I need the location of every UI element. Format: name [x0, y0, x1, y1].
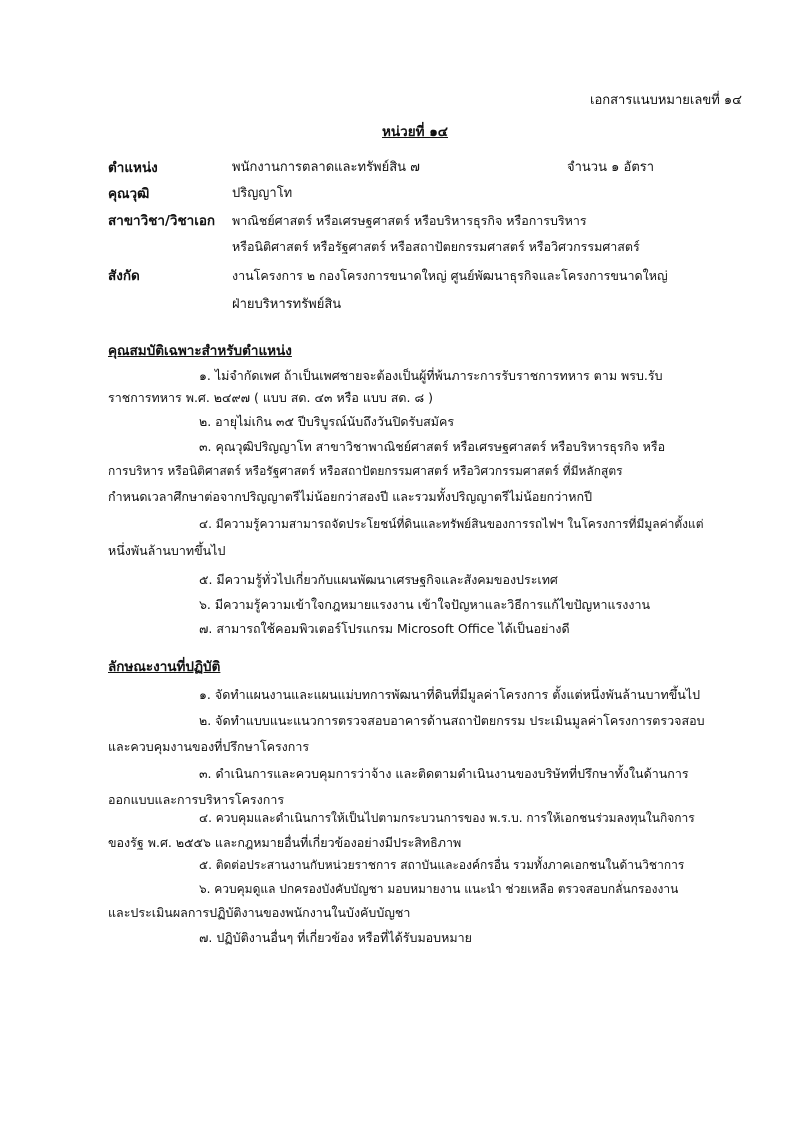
- document-reference: เอกสารแนบหมายเลขที่ ๑๔: [590, 93, 743, 108]
- duty-item: ๓. ดำเนินการและควบคุมการว่าจ้าง และติดตามดำเนินงานของบริษัทที่ปรึกษาทั้งในด้านการ: [199, 766, 689, 781]
- qualification-item: ๑. ไม่จำกัดเพศ ถ้าเป็นเพศชายจะต้องเป็นผู้ที่พ้นภาระการรับราชการทหาร ตาม พรบ.รับ: [199, 368, 663, 383]
- qualification-item: ๒. อายุไม่เกิน ๓๕ ปีบริบูรณ์นับถึงวันปิดรับสมัคร: [199, 414, 455, 429]
- duty-item-cont: และประเมินผลการปฏิบัติงานของพนักงานในบังคับบัญชา: [108, 905, 411, 920]
- affiliation-line-1: งานโครงการ ๒ กองโครงการขนาดใหญ่ ศูนย์พัฒนาธุรกิจและโครงการขนาดใหญ่: [232, 268, 668, 283]
- duty-item-cont: และควบคุมงานของที่ปรึกษาโครงการ: [108, 739, 310, 754]
- qualification-item-cont: ราชการทหาร พ.ศ. ๒๔๙๗ ( แบบ สด. ๔๓ หรือ แบบ สด. ๘ ): [108, 390, 433, 405]
- qualification-value: ปริญญาโท: [232, 186, 293, 201]
- qualification-label: คุณวุฒิ: [108, 186, 150, 202]
- duty-item: ๗. ปฏิบัติงานอื่นๆ ที่เกี่ยวข้อง หรือที่ได้รับมอบหมาย: [199, 930, 472, 945]
- qualification-section-heading: คุณสมบัติเฉพาะสำหรับตำแหน่ง: [108, 343, 292, 359]
- major-line-2: หรือนิติศาสตร์ หรือรัฐศาสตร์ หรือสถาปัตยกรรมศาสตร์ หรือวิศวกรรมศาสตร์: [232, 239, 640, 254]
- qualification-item-cont: หนึ่งพันล้านบาทขึ้นไป: [108, 543, 226, 558]
- qualification-item: ๓. คุณวุฒิปริญญาโท สาขาวิชาพาณิชย์ศาสตร์ หรือเศรษฐศาสตร์ หรือบริหารธุรกิจ หรือ: [199, 439, 666, 454]
- duty-item: ๖. ควบคุมดูแล ปกครองบังคับบัญชา มอบหมายงาน แนะนำ ช่วยเหลือ ตรวจสอบกลั่นกรองงาน: [199, 882, 679, 896]
- major-line-1: พาณิชย์ศาสตร์ หรือเศรษฐศาสตร์ หรือบริหารธุรกิจ หรือการบริหาร: [232, 213, 587, 228]
- duty-item: ๒. จัดทำแบบแนะแนวการตรวจสอบอาคารด้านสถาปัตยกรรม ประเมินมูลค่าโครงการตรวจสอบ: [199, 713, 705, 728]
- position-label: ตำแหน่ง: [108, 160, 158, 176]
- affiliation-label: สังกัด: [108, 268, 140, 284]
- qualification-item: ๗. สามารถใช้คอมพิวเตอร์โปรแกรม Microsoft Office ได้เป็นอย่างดี: [199, 621, 570, 636]
- quota-text: จำนวน ๑ อัตรา: [567, 160, 655, 175]
- duty-section-heading: ลักษณะงานที่ปฏิบัติ: [108, 659, 221, 675]
- qualification-item: ๕. มีความรู้ทั่วไปเกี่ยวกับแผนพัฒนาเศรษฐกิจและสังคมของประเทศ: [199, 572, 558, 587]
- qualification-item: ๔. มีความรู้ความสามารถจัดประโยชน์ที่ดินและทรัพย์สินของการรถไฟฯ ในโครงการที่มีมูลค่าตั้งแต่: [199, 517, 704, 531]
- qualification-item-cont: การบริหาร หรือนิติศาสตร์ หรือรัฐศาสตร์ หรือสถาปัตยกรรมศาสตร์ หรือวิศวกรรมศาสตร์ ที่มีหลักสูตร: [108, 464, 623, 478]
- affiliation-line-2: ฝ่ายบริหารทรัพย์สิน: [232, 297, 342, 312]
- unit-title: หน่วยที่ ๑๔: [382, 124, 449, 140]
- major-label: สาขาวิชา/วิชาเอก: [108, 213, 216, 229]
- duty-item-cont: ของรัฐ พ.ศ. ๒๕๕๖ และกฎหมายอื่นที่เกี่ยวข้องอย่างมีประสิทธิภาพ: [108, 835, 462, 850]
- duty-item: ๕. ติดต่อประสานงานกับหน่วยราชการ สถาบันและองค์กรอื่น รวมทั้งภาคเอกชนในด้านวิชาการ: [199, 858, 685, 872]
- qualification-item: ๖. มีความรู้ความเข้าใจกฎหมายแรงงาน เข้าใจปัญหาและวิธีการแก้ไขปัญหาแรงงาน: [199, 597, 651, 612]
- position-value: พนักงานการตลาดและทรัพย์สิน ๗: [232, 160, 420, 175]
- duty-item: ๑. จัดทำแผนงานและแผนแม่บทการพัฒนาที่ดินที่มีมูลค่าโครงการ ตั้งแต่หนึ่งพันล้านบาทขึ้นไป: [199, 687, 701, 702]
- duty-item: ๔. ควบคุมและดำเนินการให้เป็นไปตามกระบวนการของ พ.ร.บ. การให้เอกชนร่วมลงทุนในกิจการ: [199, 811, 695, 825]
- qualification-item-cont: กำหนดเวลาศึกษาต่อจากปริญญาตรีไม่น้อยกว่าสองปี และรวมทั้งปริญญาตรีไม่น้อยกว่าหกปี: [108, 489, 593, 504]
- duty-item-cont: ออกแบบและการบริหารโครงการ: [108, 792, 285, 807]
